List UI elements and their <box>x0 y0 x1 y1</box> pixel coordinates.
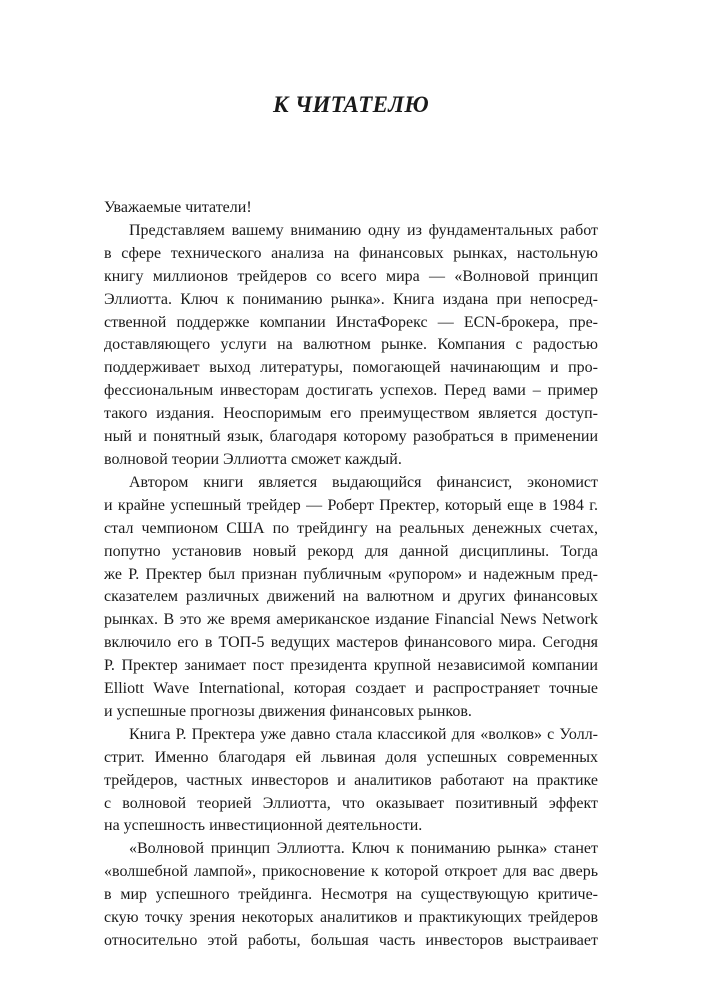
text-line: скую точку зрения некоторых аналитиков и практикующих трейдеров <box>104 909 598 927</box>
text-line: сказателем различных движений на валютном и других финансовых <box>104 588 598 606</box>
text-line: попутно установив новый рекорд для данной дисциплины. Тогда <box>104 542 598 560</box>
text-line: включило его в ТОП-5 ведущих мастеров финансового мира. Сегодня <box>104 634 598 652</box>
text-line: Elliott Wave International, которая создает и распространяет точные <box>104 680 598 698</box>
text-line: рынках. В это же время американское издание Financial News Network <box>104 611 598 629</box>
text-line: книгу миллионов трейдеров со всего мира — «Волновой принцип <box>104 267 598 285</box>
text-line: с волновой теорией Эллиотта, что оказывает позитивный эффект <box>104 794 598 812</box>
text-line: поддерживает выход литературы, помогающей начинающим и про- <box>104 359 598 377</box>
text-line: на успешность инвестиционной деятельности. <box>104 817 423 835</box>
text-line: волновой теории Эллиотта сможет каждый. <box>104 450 402 468</box>
text-line: «волшебной лампой», прикосновение к которой откроет для вас дверь <box>104 863 598 881</box>
text-line: стрит. Именно благодаря ей львиная доля успешных современных <box>104 748 598 766</box>
text-line: и успешные прогнозы движения финансовых рынков. <box>104 702 472 720</box>
text-line: Представляем вашему вниманию одну из фундаментальных работ <box>129 221 598 239</box>
text-line: Уважаемые читатели! <box>104 199 252 216</box>
text-line: доставляющего услуги на валютном рынке. Компания с радостью <box>104 336 598 354</box>
text-line: Автором книги является выдающийся финансист, экономист <box>129 473 598 491</box>
text-line: трейдеров, частных инвесторов и аналитиков работают на практике <box>104 771 598 789</box>
text-line: такого издания. Неоспоримым его преимуществом является доступ- <box>104 405 598 423</box>
text-line: относительно этой работы, большая часть инвесторов выстраивает <box>104 932 598 949</box>
text-line: Р. Пректер занимает пост президента крупной независимой компании <box>104 657 598 675</box>
text-line: в сфере технического анализа на финансовых рынках, настольную <box>104 244 598 262</box>
text-line: ственной поддержке компании ИнстаФорекс — ECN-брокера, пре- <box>104 313 598 331</box>
text-line: фессиональным инвесторам достигать успехов. Перед вами – пример <box>104 382 598 400</box>
text-line: «Волновой принцип Эллиотта. Ключ к пониманию рынка» станет <box>129 840 598 858</box>
text-line: Книга Р. Пректера уже давно стала классикой для «волков» с Уолл- <box>129 725 598 743</box>
body-text <box>104 197 598 953</box>
page-heading: К ЧИТАТЕЛЮ <box>273 92 429 117</box>
text-line: в мир успешного трейдинга. Несмотря на существующую критиче- <box>104 886 598 904</box>
text-line: Эллиотта. Ключ к пониманию рынка». Книга издана при непосред- <box>104 290 598 308</box>
text-line: и крайне успешный трейдер — Роберт Пректер, который еще в 1984 г. <box>104 496 598 514</box>
text-line: же Р. Пректер был признан публичным «рупором» и надежным пред- <box>104 565 598 583</box>
text-line: стал чемпионом США по трейдингу на реальных денежных счетах, <box>104 519 598 537</box>
text-line: ный и понятный язык, благодаря которому разобраться в применении <box>104 428 598 446</box>
